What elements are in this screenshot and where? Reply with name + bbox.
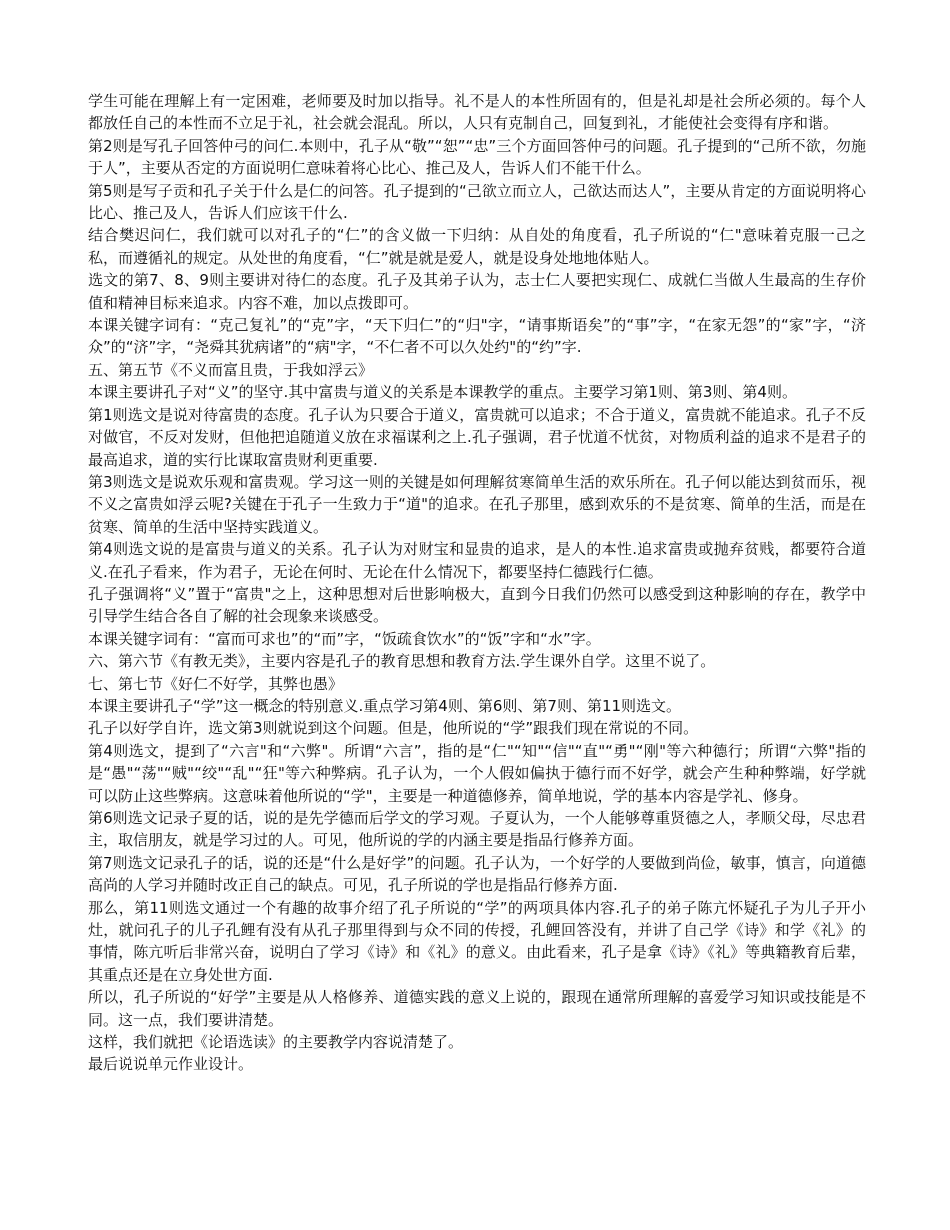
paragraph-lesson-7-rule-7: 第7则选文记录孔子的话，说的还是“什么是好学”的问题。孔子认为，一个好学的人要做到尚俭，敏事，慎言，向道德高尚的人学习并随时改正自己的缺点。可见，孔子所说的学也是指品行修养方面.	[88, 853, 866, 895]
paragraph-lesson-7-rule-3: 孔子以好学自许，选文第3则就说到这个问题。但是，他所说的“学”跟我们现在常说的不同。	[88, 719, 699, 738]
paragraph-rule-5: 第5则是写子贡和孔子关于什么是仁的问答。孔子提到的“己欲立而立人，己欲达而达人”，主要从肯定的方面说明将心比心、推己及人，告诉人们应该干什么.	[88, 181, 866, 223]
paragraph-summary: 这样，我们就把《论语选读》的主要教学内容说清楚了。	[88, 1033, 464, 1052]
section-heading-6: 六、第六节《有教无类》，主要内容是孔子的教育思想和教育方法.学生课外自学。这里不说了。	[88, 652, 716, 671]
paragraph-key-words-1: 本课关键字词有：“克己复礼”的“克”字，“天下归仁”的“归"字，“请事斯语矣”的“事”字，“在家无怨”的“家”字，“济众”的“济”字，“尧舜其犹病诸”的“病"字，“不仁者不可以久处约"的“约”字.	[88, 316, 866, 357]
paragraph-li-continuation: 学生可能在理解上有一定困难，老师要及时加以指导。礼不是人的本性所固有的，但是礼却是社会所必须的。每个人都放任自己的本性而不立足于礼，社会就会混乱。所以，人只有克制自己，回复到礼，才能使社会变得有序和谐。	[88, 92, 866, 133]
paragraph-lesson-7-rule-11: 那么，第11则选文通过一个有趣的故事介绍了孔子所说的“学”的两项具体内容.孔子的弟子陈亢怀疑孔子为儿子开小灶，就问孔子的儿子孔鲤有没有从孔子那里得到与众不同的传授，孔鲤回答没有，并讲了自己学《诗》和学《礼》的事情，陈亢听后非常兴奋，说明白了学习《诗》和《礼》的意义。由此看来，孔子是拿《诗》《礼》等典籍教育后辈，其重点还是在立身处世方面.	[88, 898, 866, 984]
paragraph-key-words-2: 本课关键字词有：“富而可求也”的“而”字，“饭疏食饮水”的“饭”字和“水”字。	[88, 629, 601, 648]
paragraph-homework-design: 最后说说单元作业设计。	[88, 1055, 254, 1074]
paragraph-haoxue-conclusion: 所以，孔子所说的“好学”主要是从人格修养、道德实践的意义上说的，跟现在通常所理解的喜爱学习知识或技能是不同。这一点，我们要讲清楚。	[88, 988, 866, 1029]
paragraph-lesson-5-rule-3: 第3则选文是说欢乐观和富贵观。学习这一则的关键是如何理解贫寒简单生活的欢乐所在。孔子何以能达到贫而乐，视不义之富贵如浮云呢?关键在于孔子一生致力于“道"的追求。在孔子那里，感到欢乐的不是贫寒、简单的生活，而是在贫寒、简单的生活中坚持实践道义。	[88, 472, 866, 536]
paragraph-lesson-7-rule-4: 第4则选文，提到了“六言"和“六弊"。所谓“六言”，指的是“仁"“知"“信"“直"“勇"“刚"等六种德行；所谓“六弊"指的是“愚"“荡"“贼"“绞"“乱"“狂"等六种弊病。孔子认为，一个人假如偏执于德行而不好学，就会产生种种弊端，好学就可以防止这些弊病。这意味着他所说的“学"，主要是一种道德修养，简单地说，学的基本内容是学礼、修身。	[88, 741, 866, 805]
section-heading-5: 五、第五节《不义而富且贵，于我如浮云》	[88, 360, 374, 379]
document-body	[88, 90, 866, 1076]
paragraph-lesson-5-rule-1: 第1则选文是说对待富贵的态度。孔子认为只要合于道义，富贵就可以追求；不合于道义，富贵就不能追求。孔子不反对做官，不反对发财，但他把追随道义放在求福谋利之上.孔子强调，君子忧道不忧贫，对物质利益的追求不是君子的最高追求，道的实行比谋取富贵财利更重要.	[88, 405, 866, 469]
paragraph-yi-emphasis: 孔子强调将“义”置于“富贵"之上，这种思想对后世影响极大，直到今日我们仍然可以感受到这种影响的存在，教学中引导学生结合各自了解的社会现象来谈感受。	[88, 584, 866, 626]
paragraph-lesson-7-intro: 本课主要讲孔子“学”这一概念的特别意义.重点学习第4则、第6则、第7则、第11则选文。	[88, 696, 682, 715]
paragraph-lesson-7-rule-6: 第6则选文记录子夏的话，说的是先学德而后学文的学习观。子夏认为，一个人能够尊重贤德之人，孝顺父母，尽忠君主，取信朋友，就是学习过的人。可见，他所说的学的内涵主要是指品行修养方面。	[88, 809, 866, 850]
paragraph-lesson-5-rule-4: 第4则选文说的是富贵与道义的关系。孔子认为对财宝和显贵的追求，是人的本性.追求富贵或抛弃贫贱，都要符合道义.在孔子看来，作为君子，无论在何时、无论在什么情况下，都要坚持仁德践行仁德。	[88, 540, 866, 581]
section-heading-7: 七、第七节《好仁不好学，其弊也愚》	[88, 674, 344, 693]
paragraph-rule-2: 第2则是写孔子回答仲弓的问仁.本则中，孔子从“敬”“恕”“忠”三个方面回答仲弓的问题。孔子提到的“己所不欲，勿施于人”，主要从否定的方面说明仁意味着将心比心、推己及人，告诉人们不能干什么。	[88, 136, 866, 178]
paragraph-rules-7-8-9: 选文的第7、8、9则主要讲对待仁的态度。孔子及其弟子认为，志士仁人要把实现仁、成就仁当做人生最高的生存价值和精神目标来追求。内容不难，加以点拨即可。	[88, 271, 866, 312]
paragraph-lesson-5-intro: 本课主要讲孔子对“义”的坚守.其中富贵与道义的关系是本课教学的重点。主要学习第1则、第3则、第4则。	[88, 383, 797, 402]
paragraph-ren-summary: 结合樊迟问仁，我们就可以对孔子的“仁”的含义做一下归纳：从自处的角度看，孔子所说的“仁"意味着克服一己之私，而遵循礼的规定。从处世的角度看，“仁”就是就是爱人，就是设身处地地体贴人。	[88, 226, 866, 267]
